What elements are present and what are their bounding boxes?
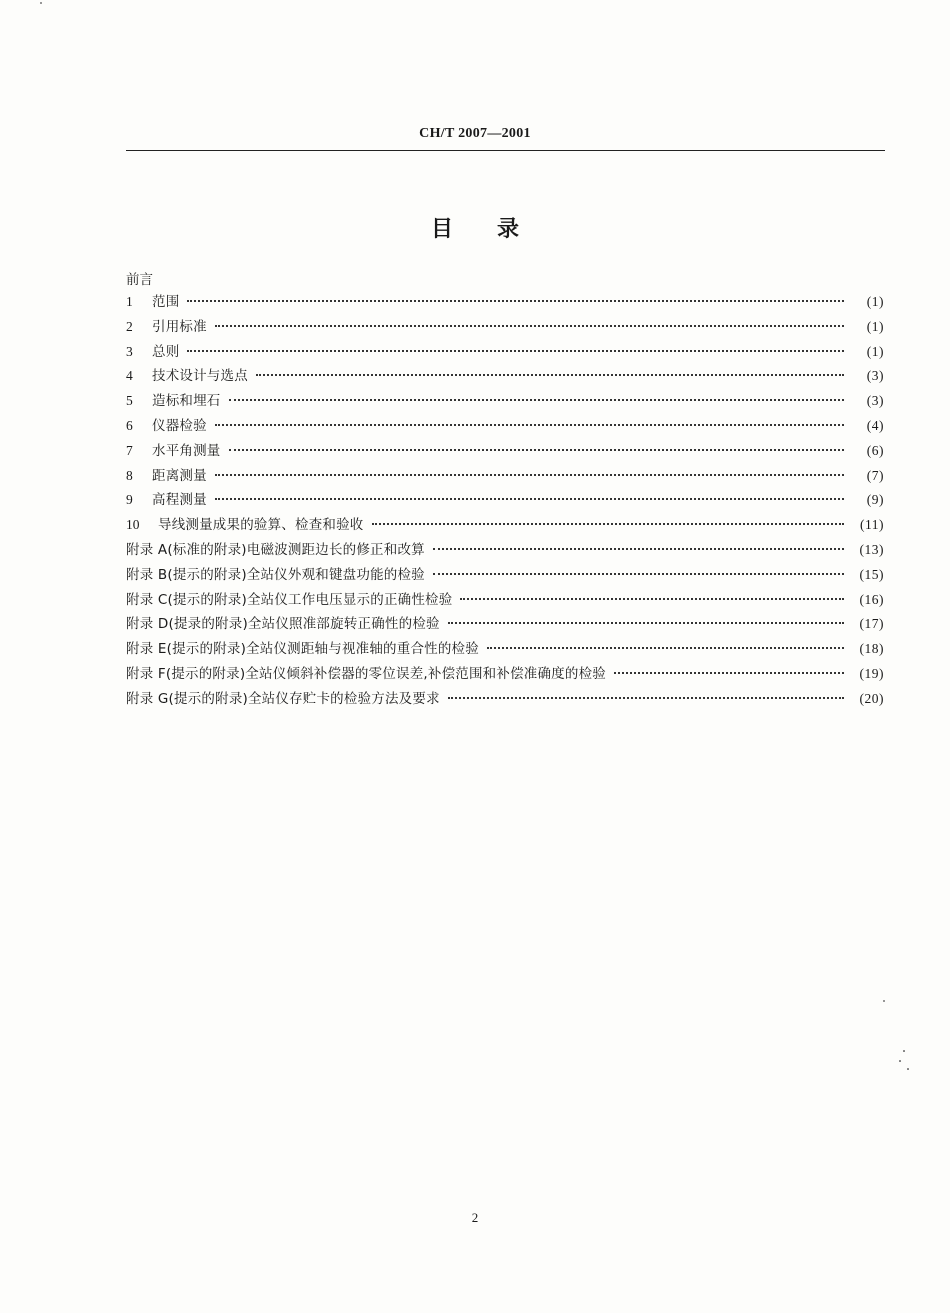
- toc-entry-label: 导线测量成果的验算、检查和验收: [158, 517, 364, 534]
- scan-speck: [40, 2, 42, 4]
- scan-speck: [899, 1060, 901, 1062]
- toc-entry-page: (3): [866, 368, 884, 384]
- toc-appendix-entry: [126, 637, 884, 662]
- toc-entry-page: (13): [859, 541, 884, 557]
- toc-entry-number: 4: [126, 368, 133, 384]
- toc-entry-label: 附录 F(提示的附录)全站仪倾斜补偿器的零位误差,补偿范围和补偿准确度的检验: [126, 665, 606, 682]
- toc-entry-page: (9): [866, 492, 884, 508]
- toc-entry-label: 附录 G(提示的附录)全站仪存贮卡的检验方法及要求: [126, 690, 440, 707]
- toc-entry-number: 2: [126, 318, 133, 334]
- dot-leader: [256, 373, 844, 376]
- dot-leader: [433, 547, 844, 550]
- toc-entry-page: (1): [866, 318, 884, 334]
- toc-entry-label: 水平角测量: [152, 442, 221, 459]
- dot-leader: [448, 696, 844, 699]
- toc-entry: [126, 439, 884, 464]
- toc-entry-page: (19): [859, 665, 884, 681]
- standard-code-header: CH/T 2007—2001: [419, 126, 531, 141]
- dot-leader: [187, 349, 844, 352]
- dot-leader: [215, 473, 844, 476]
- toc-entry-number: 6: [126, 417, 133, 433]
- header-rule: [126, 150, 885, 151]
- toc-entry-page: (17): [859, 616, 884, 632]
- toc-entry-page: (20): [859, 690, 884, 706]
- toc-entry-label: 总则: [152, 343, 180, 360]
- dot-leader: [229, 448, 845, 451]
- toc-appendix-entry: [126, 563, 884, 588]
- toc-entry-page: (6): [866, 442, 884, 458]
- toc-entry-number: 5: [126, 393, 133, 409]
- dot-leader: [229, 398, 845, 401]
- toc-appendix-entry: [126, 687, 884, 712]
- page-title: 目 录: [430, 217, 519, 242]
- toc-entry-label: 附录 A(标准的附录)电磁波测距边长的修正和改算: [126, 541, 425, 558]
- dot-leader: [614, 671, 844, 674]
- dot-leader: [372, 522, 845, 525]
- toc-entry-number: 8: [126, 467, 133, 483]
- dot-leader: [215, 497, 844, 500]
- toc-entry: [126, 364, 884, 389]
- page-number: 2: [471, 1210, 479, 1225]
- toc-entry-label: 附录 B(提示的附录)全站仪外观和键盘功能的检验: [126, 566, 425, 583]
- dot-leader: [433, 572, 844, 575]
- dot-leader: [187, 299, 844, 302]
- toc-entry-number: 1: [126, 294, 133, 309]
- toc-entry: [126, 513, 884, 538]
- toc-appendix-entry: [126, 588, 884, 613]
- toc-entry-page: (11): [860, 517, 884, 533]
- dot-leader: [215, 423, 844, 426]
- scan-speck: [903, 1050, 905, 1052]
- toc-entry-page: (1): [866, 294, 884, 309]
- toc-entry-page: (16): [859, 591, 884, 607]
- toc-entry-number: 7: [126, 442, 133, 458]
- toc-entry-page: (1): [866, 343, 884, 359]
- toc-entry-label: 附录 D(提录的附录)全站仪照准部旋转正确性的检验: [126, 616, 440, 633]
- toc-entry-page: (15): [859, 566, 884, 582]
- dot-leader: [448, 621, 844, 624]
- table-of-contents: [126, 290, 884, 712]
- toc-entry-label: 距离测量: [152, 467, 207, 484]
- toc-entry: [126, 488, 884, 513]
- toc-entry-number: 10: [126, 517, 140, 533]
- scan-speck: [907, 1068, 909, 1070]
- dot-leader: [487, 646, 844, 649]
- scan-speck: [883, 1000, 885, 1002]
- toc-preface: 前言: [126, 272, 153, 288]
- toc-appendix-entry: [126, 538, 884, 563]
- toc-entry-label: 高程测量: [152, 492, 207, 509]
- toc-entry: [126, 389, 884, 414]
- toc-entry: [126, 315, 884, 340]
- toc-entry-page: (3): [866, 393, 884, 409]
- toc-entry-label: 技术设计与选点: [152, 368, 248, 385]
- dot-leader: [460, 597, 844, 600]
- toc-appendix-entry: [126, 612, 884, 637]
- toc-entry: [126, 464, 884, 489]
- dot-leader: [215, 324, 844, 327]
- toc-appendix-entry: [126, 662, 884, 687]
- toc-entry-label: 引用标准: [152, 318, 207, 335]
- toc-entry-page: (7): [866, 467, 884, 483]
- toc-entry-page: (18): [859, 641, 884, 657]
- toc-entry-label: 附录 E(提示的附录)全站仪测距轴与视准轴的重合性的检验: [126, 641, 479, 658]
- toc-entry: [126, 414, 884, 439]
- toc-entry-label: 仪器检验: [152, 417, 207, 434]
- toc-entry: [126, 340, 884, 365]
- toc-entry-number: 3: [126, 343, 133, 359]
- toc-entry-number: 9: [126, 492, 133, 508]
- toc-entry-label: 造标和埋石: [152, 393, 221, 410]
- toc-entry-label: 范围: [152, 294, 180, 310]
- toc-entry-page: (4): [866, 417, 884, 433]
- toc-entry: [126, 290, 884, 315]
- toc-entry-label: 附录 C(提示的附录)全站仪工作电压显示的正确性检验: [126, 591, 453, 608]
